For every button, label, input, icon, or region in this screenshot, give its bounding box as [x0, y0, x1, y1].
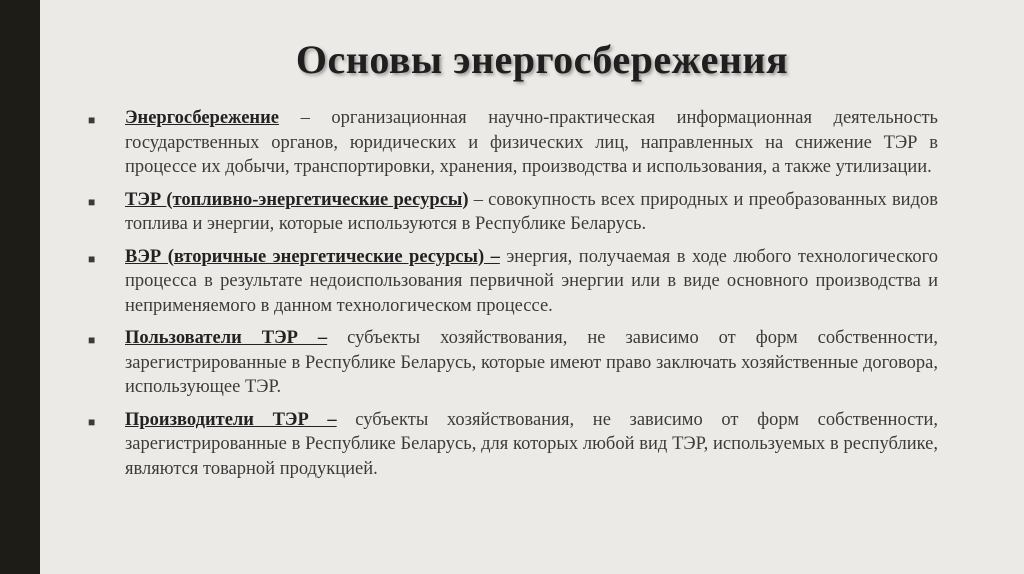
- list-item-ter: [88, 188, 938, 237]
- term-ter-users: Пользователи ТЭР –: [125, 328, 328, 348]
- square-bullet-icon: ■: [88, 113, 96, 127]
- list-item-ver: [88, 245, 938, 319]
- definition-ter: – совокупность всех природных и преобразованных видов топлива и энергии, которые используются в Республике Беларусь.: [125, 189, 938, 234]
- square-bullet-icon: ■: [88, 251, 96, 266]
- term-ver: ВЭР (вторичные энергетические ресурсы) –: [125, 246, 500, 267]
- term-ter-producers: Производители ТЭР –: [125, 409, 337, 430]
- slide-title: Основы энергосбережения: [295, 37, 789, 82]
- square-bullet-icon: ■: [88, 194, 96, 209]
- definition-ter-producers: субъекты хозяйствования, не зависимо от форм собственности, зарегистрированные в Республике Беларусь, для которых любой вид ТЭР, используемых в республике, являются товарной продукцией.: [125, 409, 938, 479]
- left-accent-bar: [0, 0, 40, 574]
- square-bullet-icon: ■: [88, 333, 96, 347]
- definition-energy-saving: – организационная научно-практическая информационная деятельность государственных органов, юридических и физических лиц, направленных на снижение ТЭР в процессе их добычи, транспортировки, хранения, производства и использования, а также утилизации.: [125, 108, 938, 177]
- list-item-energy-saving: [88, 106, 938, 180]
- square-bullet-icon: ■: [88, 414, 96, 429]
- list-item-ter-users: [88, 326, 938, 400]
- term-energy-saving: Энергосбережение: [125, 108, 279, 128]
- list-item-ter-producers: [88, 408, 938, 482]
- definition-ter-users: субъекты хозяйствования, не зависимо от форм собственности, зарегистрированные в Республике Беларусь, которые имеют право заключать хозяйственные договора, использующее ТЭР.: [125, 328, 938, 397]
- definition-ver: энергия, получаемая в ходе любого технологического процесса в результате недоиспользования первичной энергии или в виде основного производства и неприменяемого в данном технологическом процессе.: [125, 246, 938, 316]
- definition-list: [88, 106, 938, 489]
- term-ter: ТЭР (топливно-энергетические ресурсы): [125, 189, 469, 210]
